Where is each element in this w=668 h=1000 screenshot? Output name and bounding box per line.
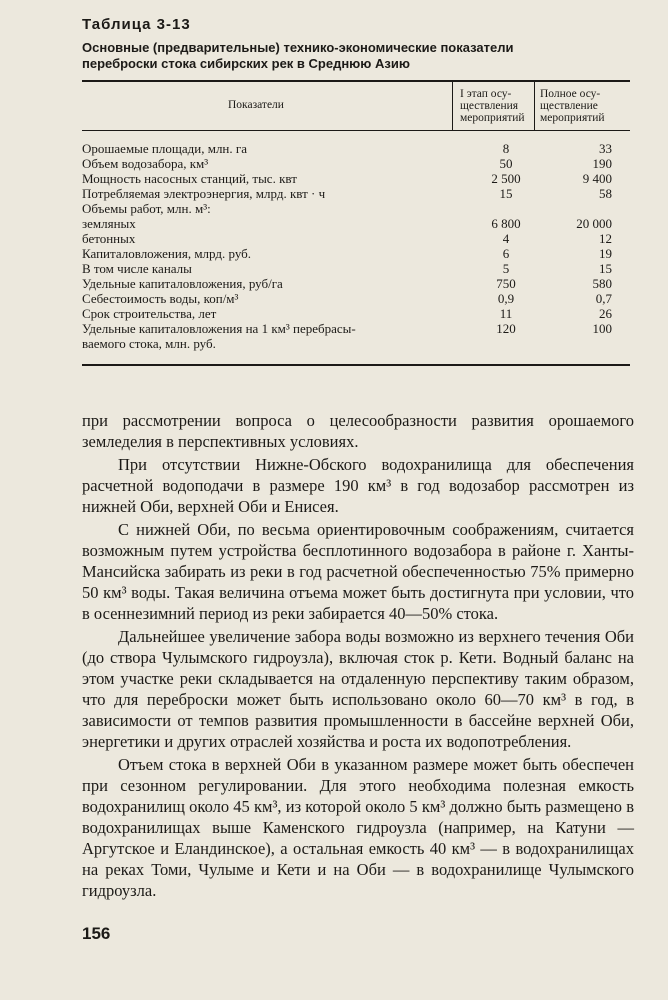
- table-row: Удельные капиталовложения на 1 км³ перебрасы- ваемого стока, млн. руб. 120 100: [82, 321, 612, 351]
- table-number: Таблица 3-13: [82, 16, 191, 33]
- table-row: Потребляемая электроэнергия, млрд. квт · ч 15 58: [82, 186, 612, 201]
- table-row: земляных 6 800 20 000: [82, 216, 612, 231]
- paragraph: Отъем стока в верхней Оби в указанном размере может быть обеспечен при сезонном регулировании. Для этого необходима полезная емкость водохранилищ около 45 км³, из которой около 5 км³ должно быть размещено в водохранилищах выше Каменского гидроузла (например, на Катуни — Аргутское и Еландинское), а остальная емкость 40 км³ — в водохранилищах на реках Томи, Чулыме и Кети и на Оби — в водохранилище Чулымского гидроузла.: [82, 755, 634, 900]
- table-row: Срок строительства, лет 11 26: [82, 306, 612, 321]
- table-col-divider-2: [534, 80, 535, 130]
- header-full: Полное осу- ществление мероприятий: [540, 88, 605, 124]
- table-row: Капиталовложения, млрд. руб. 6 19: [82, 246, 612, 261]
- body-text: [82, 410, 634, 901]
- table-title-line2: переброски стока сибирских рек в Среднюю Азию: [82, 56, 410, 71]
- table-row: В том числе каналы 5 15: [82, 261, 612, 276]
- table-row: Объемы работ, млн. м³:: [82, 201, 211, 216]
- table-row: бетонных 4 12: [82, 231, 612, 246]
- paragraph: Дальнейшее увеличение забора воды возможно из верхнего течения Оби (до створа Чулымского гидроузла), включая сток р. Кети. Водный баланс на этом участке реки складывается на отдаленную перспективу таким образом, что для переброски может быть использовано около 60—70 км³ в год, в зависимости от темпов развития промышленности в бассейне верхней Оби, энергетики и других отраслей хозяйства и роста их водопотребления.: [82, 627, 634, 751]
- table-row: Орошаемые площади, млн. га 8 33: [82, 141, 612, 156]
- table-col-divider-1: [452, 80, 453, 130]
- page-number: 156: [82, 924, 111, 943]
- table-row: Себестоимость воды, коп/м³ 0,9 0,7: [82, 291, 612, 306]
- paragraph: При отсутствии Нижне-Обского водохранилища для обеспечения расчетной водоподачи в размере 190 км³ в год водозабор рассмотрен из нижней Оби, верхней Оби и Енисея.: [82, 455, 634, 516]
- table-top-rule: [82, 80, 630, 82]
- table-title-line1: Основные (предварительные) технико-экономические показатели: [82, 40, 514, 55]
- paragraph: при рассмотрении вопроса о целесообразности развития орошаемого земледелия в перспективных условиях.: [82, 411, 634, 451]
- table-bottom-rule: [82, 364, 630, 366]
- table-row: Объем водозабора, км³ 50 190: [82, 156, 612, 171]
- paragraph: С нижней Оби, по весьма ориентировочным соображениям, считается возможным путем устройства бесплотинного водозабора в районе г. Ханты-Мансийска забирать из реки в год расчетной обеспеченностью 75% примерно 50 км³ воды. Такая величина отъема может быть достигнута при условии, что в осеннезимний период из реки забирается 40—50% стока.: [82, 520, 634, 623]
- header-indicators: Показатели: [228, 99, 284, 111]
- table-row: Мощность насосных станций, тыс. квт 2 500 9 400: [82, 171, 612, 186]
- table-row: Удельные капиталовложения, руб/га 750 580: [82, 276, 612, 291]
- table-title: [82, 40, 602, 72]
- header-stage-one: I этап осу- ществления мероприятий: [460, 88, 525, 124]
- table-header-rule: [82, 130, 630, 131]
